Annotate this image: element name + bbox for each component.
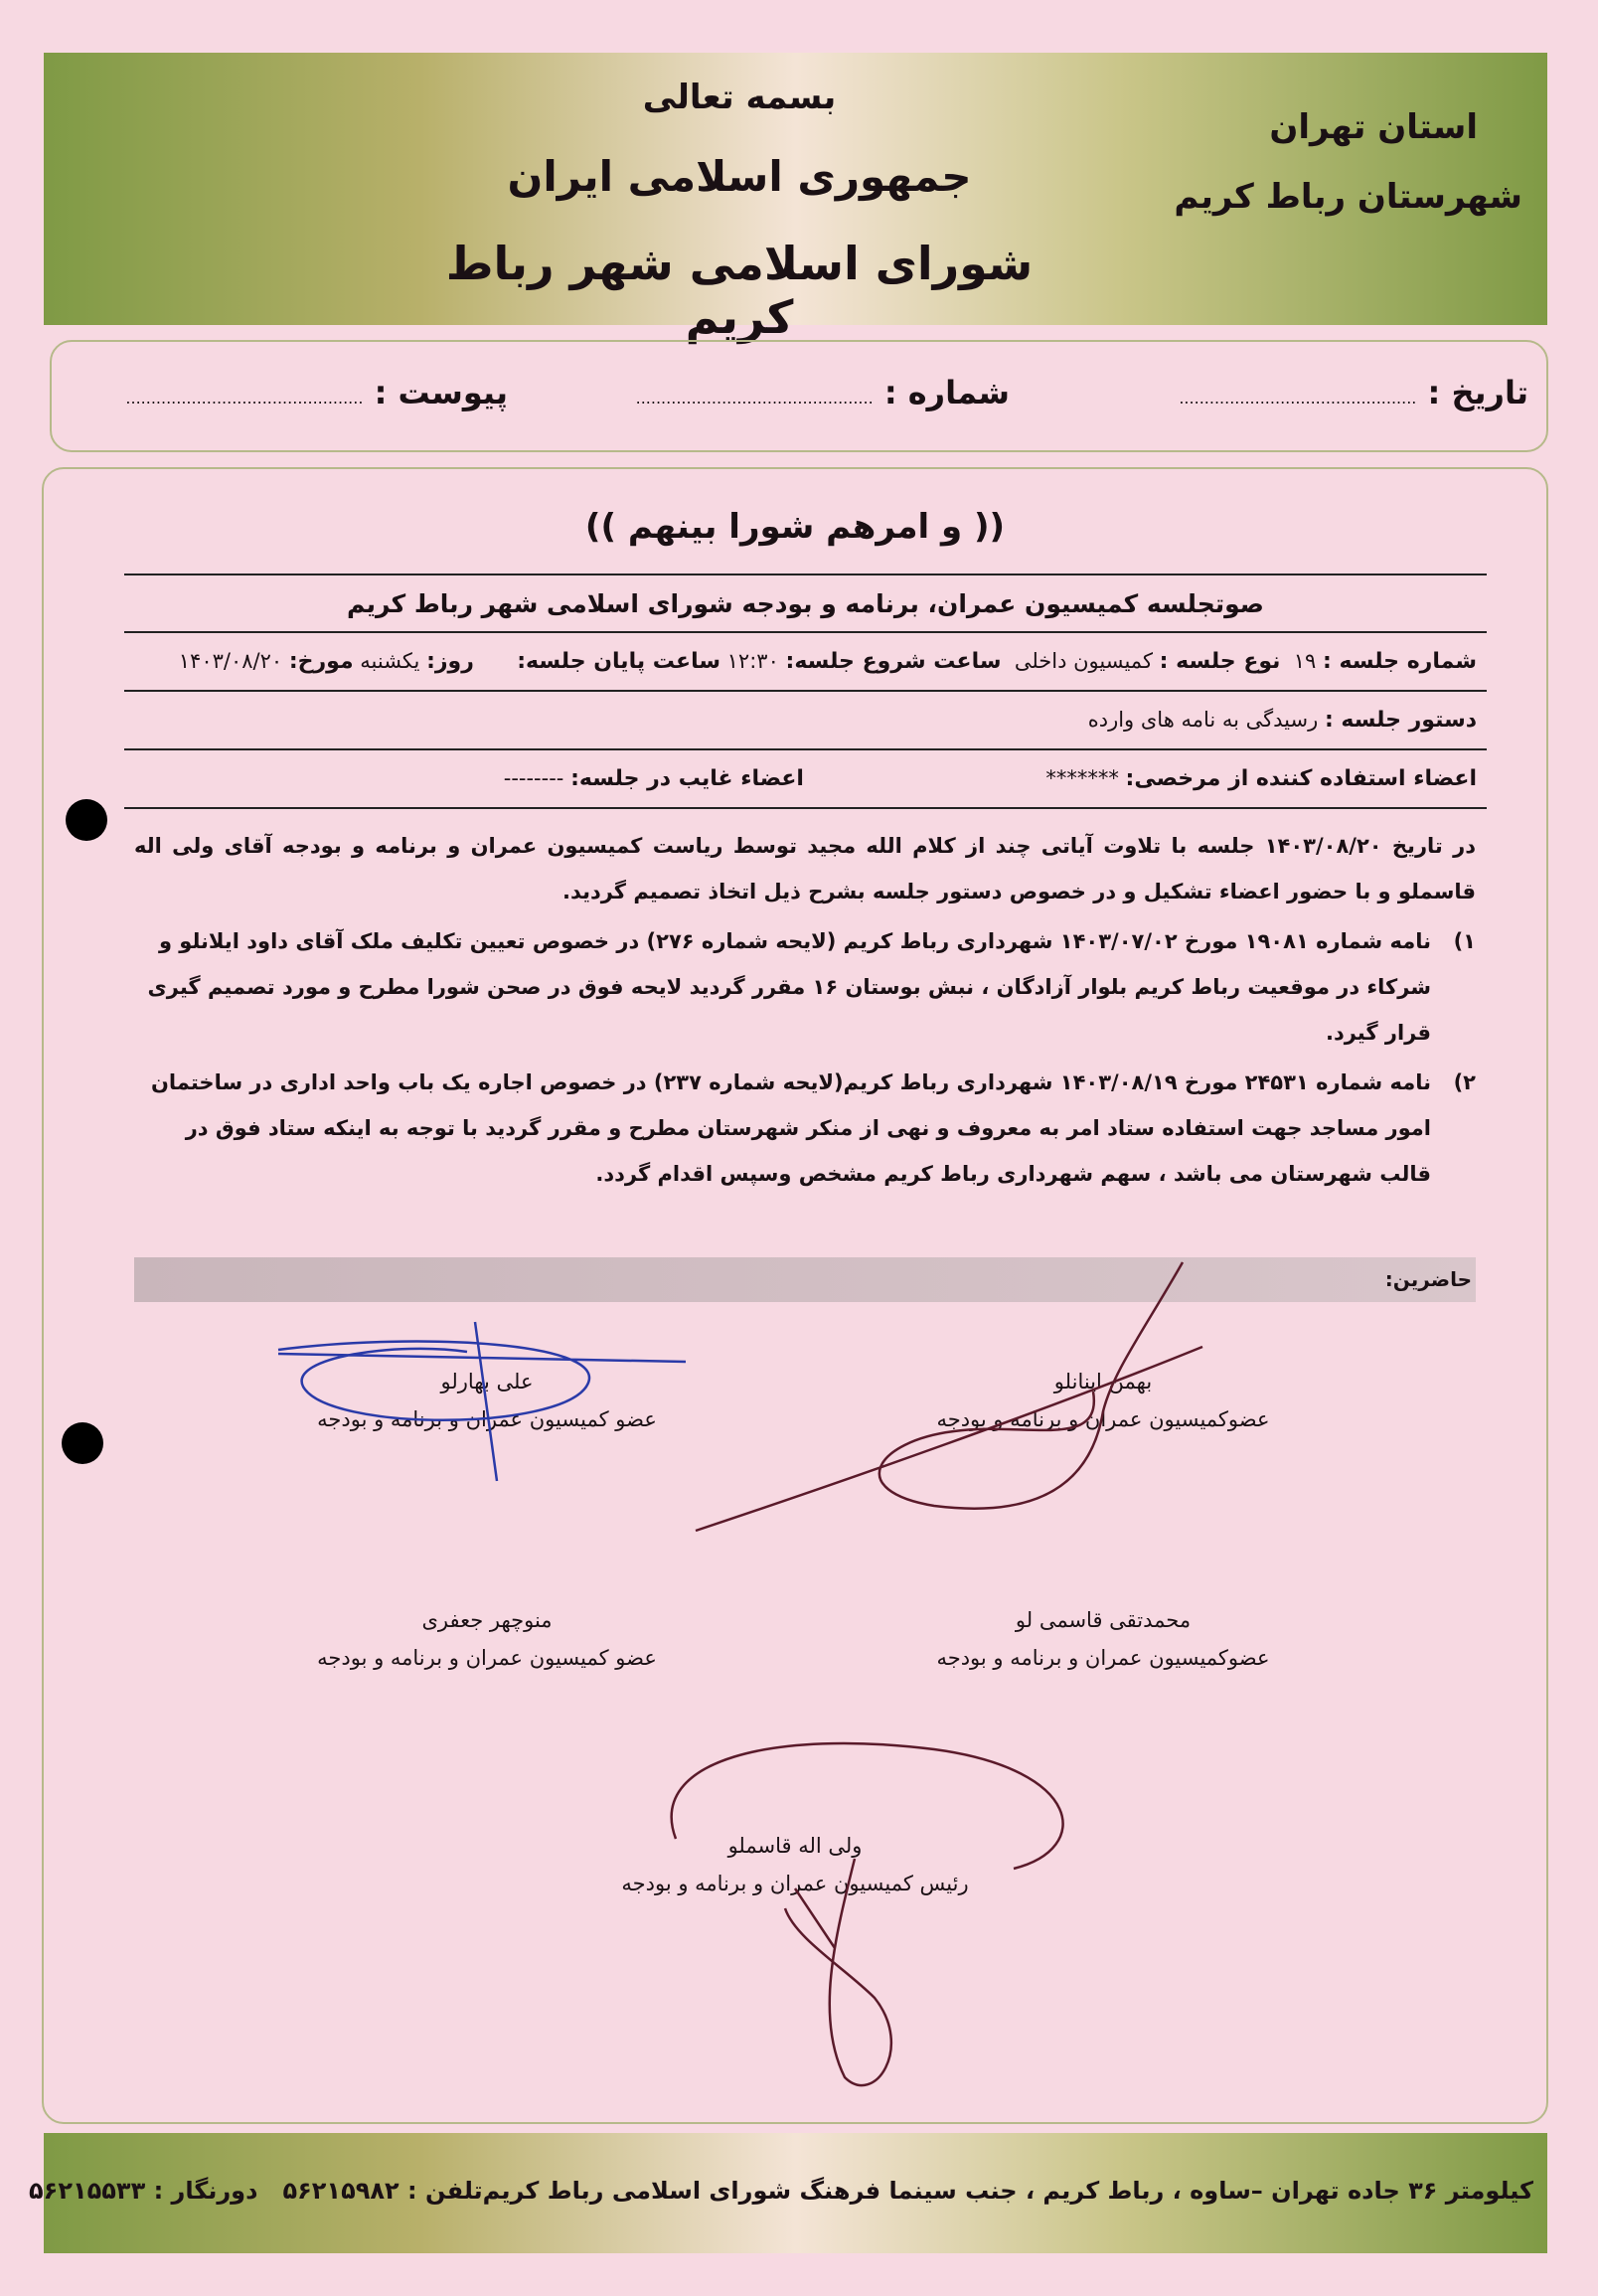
attendee-name: منوچهر جعفری — [421, 1608, 553, 1632]
footer-address: کیلومتر ۳۶ جاده تهران –ساوه ، رباط کریم ، جنب سینما فرهنگ شورای اسلامی رباط کریم — [482, 2177, 1533, 2205]
attendee-role: عضوکمیسیون عمران و برنامه و بودجه — [936, 1646, 1270, 1670]
intro-paragraph: در تاریخ ۱۴۰۳/۰۸/۲۰ جلسه با تلاوت آیاتی چند از کلام الله مجید توسط ریاست کمیسیون عمران و برنامه و بودجه آقای ولی اله قاسملو و با حضور اعضاء تشکیل و در خصوص دستور جلسه بشرح ذیل اتخاذ تصمیم گردید. — [134, 834, 1476, 903]
number-label: شماره : — [883, 374, 1010, 411]
date-label: تاریخ : — [1427, 374, 1528, 411]
item-number: ۲) — [1453, 1070, 1476, 1094]
item-text: نامه شماره ۱۹۰۸۱ مورخ ۱۴۰۳/۰۷/۰۲ شهرداری رباط کریم (لایحه شماره ۲۷۶) در خصوص تعیین تکلیف ملک آقای داود ایلانلو و شرکاء در موقعیت رباط کریم بلوار آزادگان ، نبش بوستان ۱۶ مقرر گردید لایحه فوق در صحن شورا مطرح و مورد تصمیم گیری قرار گیرد. — [147, 929, 1431, 1045]
attendee-role: عضو کمیسیون عمران و برنامه و بودجه — [317, 1407, 657, 1431]
agenda-item-1 — [134, 918, 1476, 1056]
start-time: ۱۲:۳۰ — [726, 649, 779, 673]
attendee-name: محمدتقی قاسمی لو — [1015, 1608, 1192, 1632]
end-time-label: ساعت پایان جلسه: — [517, 649, 720, 674]
agenda-item-2 — [134, 1060, 1476, 1197]
attendee-role: رئیس کمیسیون عمران و برنامه و بودجه — [621, 1872, 969, 1895]
footer-contact — [29, 2177, 1533, 2205]
attendee-role: عضو کمیسیون عمران و برنامه و بودجه — [317, 1646, 657, 1670]
basmala: بسمه تعالی — [642, 78, 837, 117]
session-date: ۱۴۰۳/۰۸/۲۰ — [178, 649, 283, 673]
attendees-label: حاضرین: — [1384, 1267, 1472, 1291]
attendee-4 — [239, 1608, 735, 1670]
attendees-bar — [134, 1257, 1476, 1302]
session-type: کمیسیون داخلی — [1014, 649, 1153, 673]
fax-label: دورنگار : — [153, 2177, 258, 2205]
motto: (( و امرهم شورا بینهم )) — [584, 507, 1006, 547]
day: یکشنبه — [360, 649, 420, 673]
attachment-dots: ............................................... — [125, 389, 364, 408]
country-name: جمهوری اسلامی ایران — [507, 152, 972, 201]
number-field — [636, 374, 1010, 411]
province-name: استان تهران — [1269, 107, 1478, 147]
attendee-2 — [239, 1370, 735, 1431]
minutes-body — [134, 823, 1476, 1201]
attendee-role: عضوکمیسیون عمران و برنامه و بودجه — [936, 1407, 1270, 1431]
fax-number: ۵۶۲۱۵۵۳۳ — [29, 2177, 146, 2205]
session-type-label: نوع جلسه : — [1159, 649, 1281, 674]
agenda-label: دستور جلسه : — [1324, 708, 1477, 733]
phone-label: تلفن : — [407, 2177, 483, 2205]
footer-band — [29, 2133, 1547, 2253]
absent-label: اعضاء غایب در جلسه: — [570, 766, 804, 791]
on-leave-label: اعضاء استفاده کننده از مرخصی: — [1125, 766, 1477, 791]
letterhead-band — [44, 53, 1547, 344]
start-time-label: ساعت شروع جلسه: — [785, 649, 1002, 674]
attachment-label: پیوست : — [374, 374, 508, 411]
date-dots: ............................................... — [1179, 389, 1417, 408]
on-leave: ******* — [1045, 766, 1119, 790]
date-label: مورخ: — [288, 649, 354, 674]
session-number-label: شماره جلسه : — [1323, 649, 1477, 674]
minutes-title: صوتجلسه کمیسیون عمران، برنامه و بودجه شورای اسلامی شهر رباط کریم — [124, 574, 1487, 632]
attendee-name: علی بهارلو — [440, 1370, 534, 1394]
attendee-name: بهمن اینانلو — [1053, 1370, 1153, 1394]
attendance-row — [124, 749, 1487, 808]
item-text: نامه شماره ۲۴۵۳۱ مورخ ۱۴۰۳/۰۸/۱۹ شهرداری رباط کریم(لایحه شماره ۲۳۷) در خصوص اجاره یک باب واحد اداری در ساختمان امور مساجد جهت استفاده ستاد امر به معروف و نهی از منکر شهرستان مطرح و مقرر گردید با توجه به اینکه ستاد فوق در قالب شهرستان می باشد ، سهم شهرداری رباط کریم مشخص وسپس اقدام گردد. — [150, 1070, 1431, 1186]
attendee-name: ولی اله قاسملو — [727, 1834, 863, 1858]
minutes-table — [124, 574, 1487, 809]
attachment-field — [125, 374, 508, 411]
number-dots: ............................................... — [635, 389, 874, 408]
agenda: رسیدگی به نامه های وارده — [1087, 708, 1319, 732]
council-name: شورای اسلامی شهر رباط کریم — [445, 237, 1034, 344]
footer-numbers — [29, 2177, 483, 2205]
absent: -------- — [503, 766, 564, 790]
reference-box — [50, 340, 1548, 452]
item-number: ۱) — [1453, 929, 1476, 953]
punch-hole — [66, 799, 107, 841]
county-name: شهرستان رباط کریم — [1174, 177, 1522, 217]
phone-number: ۵۶۲۱۵۹۸۲ — [282, 2177, 400, 2205]
attendee-1 — [855, 1370, 1352, 1431]
agenda-row — [124, 691, 1487, 749]
punch-hole — [62, 1422, 103, 1464]
attendee-chair — [547, 1834, 1043, 1895]
day-label: روز: — [426, 649, 474, 674]
session-info-row — [124, 632, 1487, 691]
attendee-3 — [855, 1608, 1352, 1670]
session-number: ۱۹ — [1293, 649, 1317, 673]
date-field — [1179, 374, 1528, 411]
